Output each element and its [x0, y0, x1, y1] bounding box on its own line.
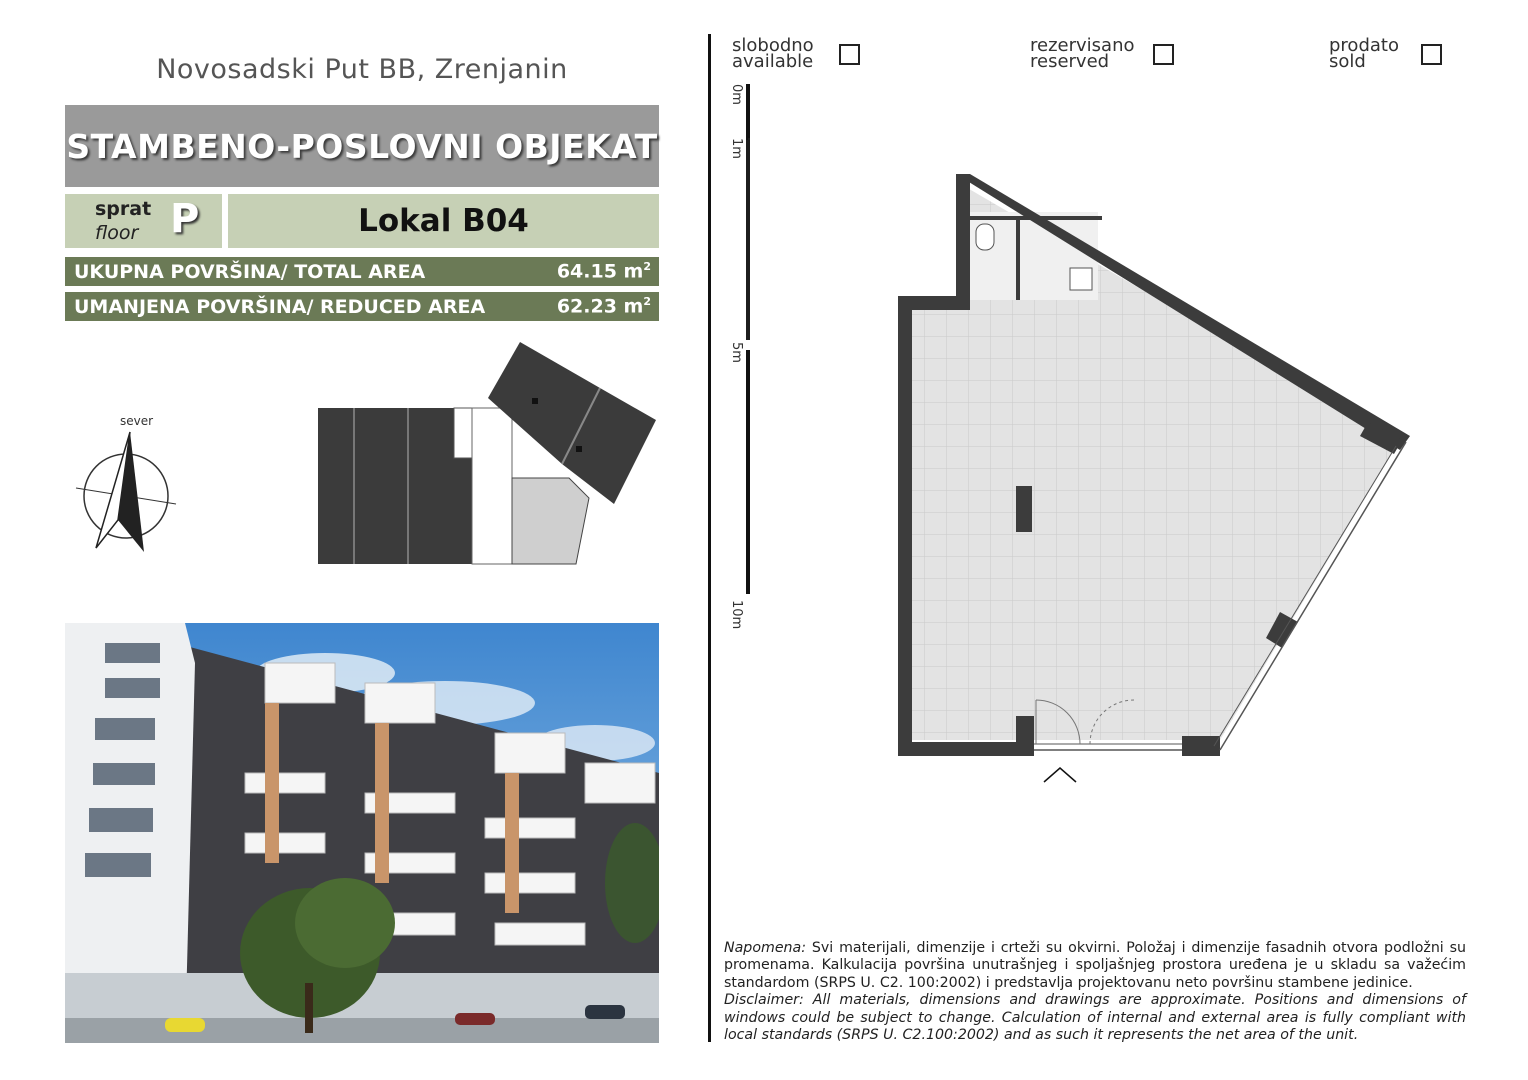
status-reserved-label-en: reserved: [1030, 51, 1110, 72]
floor-indicator: [65, 194, 222, 248]
scale-label-5: 5m: [729, 342, 744, 363]
disclaimer-en-text: Disclaimer: All materials, dimensions and drawings are approximate. Positions and dimensions of windows could be subject to change. Calculation of internal and external area is fully compliant with local standards (SRPS U. C2.100:2002) and as such it represents the net area of the unit.: [724, 992, 1466, 1044]
key-plan-diagram: [314, 338, 662, 568]
project-title: STAMBENO-POSLOVNI OBJEKAT: [66, 126, 658, 166]
project-address: Novosadski Put BB, Zrenjanin: [156, 54, 568, 85]
vertical-divider: [708, 34, 711, 1042]
floor-label-sr: sprat: [95, 198, 152, 220]
status-available-label-en: available: [732, 51, 814, 72]
status-sold: [1329, 35, 1399, 72]
scale-label-0: 0m: [729, 84, 744, 105]
project-title-bar: [65, 105, 659, 187]
disclaimer-note-label: Napomena:: [724, 940, 807, 956]
total-area-row: [65, 257, 659, 286]
disclaimer-note-text: Svi materijali, dimenzije i crteži su okvirni. Položaj i dimenzije fasadnih otvora podložni su promenama. Kalkulacija površina unutrašnjeg i spoljašnjeg prostora uređena je u skladu sa važećim standardom (SRPS U. C2. 100:2002) i predstavlja projektovanu neto površinu stambene jedinice.: [724, 940, 1466, 991]
floor-value: P: [170, 196, 200, 242]
north-label: sever: [120, 414, 154, 428]
status-available-checkbox[interactable]: [839, 44, 860, 65]
unit-floor-plan: [880, 160, 1440, 800]
reduced-area-label: UMANJENA POVRŠINA/ REDUCED AREA: [74, 295, 486, 318]
status-available-label-sr: slobodno: [732, 35, 814, 56]
status-available: [732, 35, 814, 72]
status-sold-checkbox[interactable]: [1421, 44, 1442, 65]
status-reserved-label-sr: rezervisano: [1030, 35, 1135, 56]
unit-name: Lokal B04: [358, 203, 529, 239]
status-sold-label-sr: prodato: [1329, 35, 1399, 56]
status-sold-label-en: sold: [1329, 51, 1366, 72]
total-area-value: 64.15 $m^2$: [556, 260, 651, 283]
scale-label-10: 10m: [729, 600, 744, 630]
floor-label-en: floor: [95, 222, 139, 244]
north-compass-icon: [72, 410, 182, 560]
reduced-area-value: 62.23 $m^2$: [556, 295, 651, 318]
status-reserved: [1030, 35, 1135, 72]
unit-name-box: [228, 194, 659, 248]
total-area-label: UKUPNA POVRŠINA/ TOTAL AREA: [74, 260, 426, 283]
scale-label-1: 1m: [729, 138, 744, 159]
disclaimer-text: [724, 940, 1466, 1044]
building-render-image: [65, 623, 659, 1043]
status-reserved-checkbox[interactable]: [1153, 44, 1174, 65]
reduced-area-row: [65, 292, 659, 321]
